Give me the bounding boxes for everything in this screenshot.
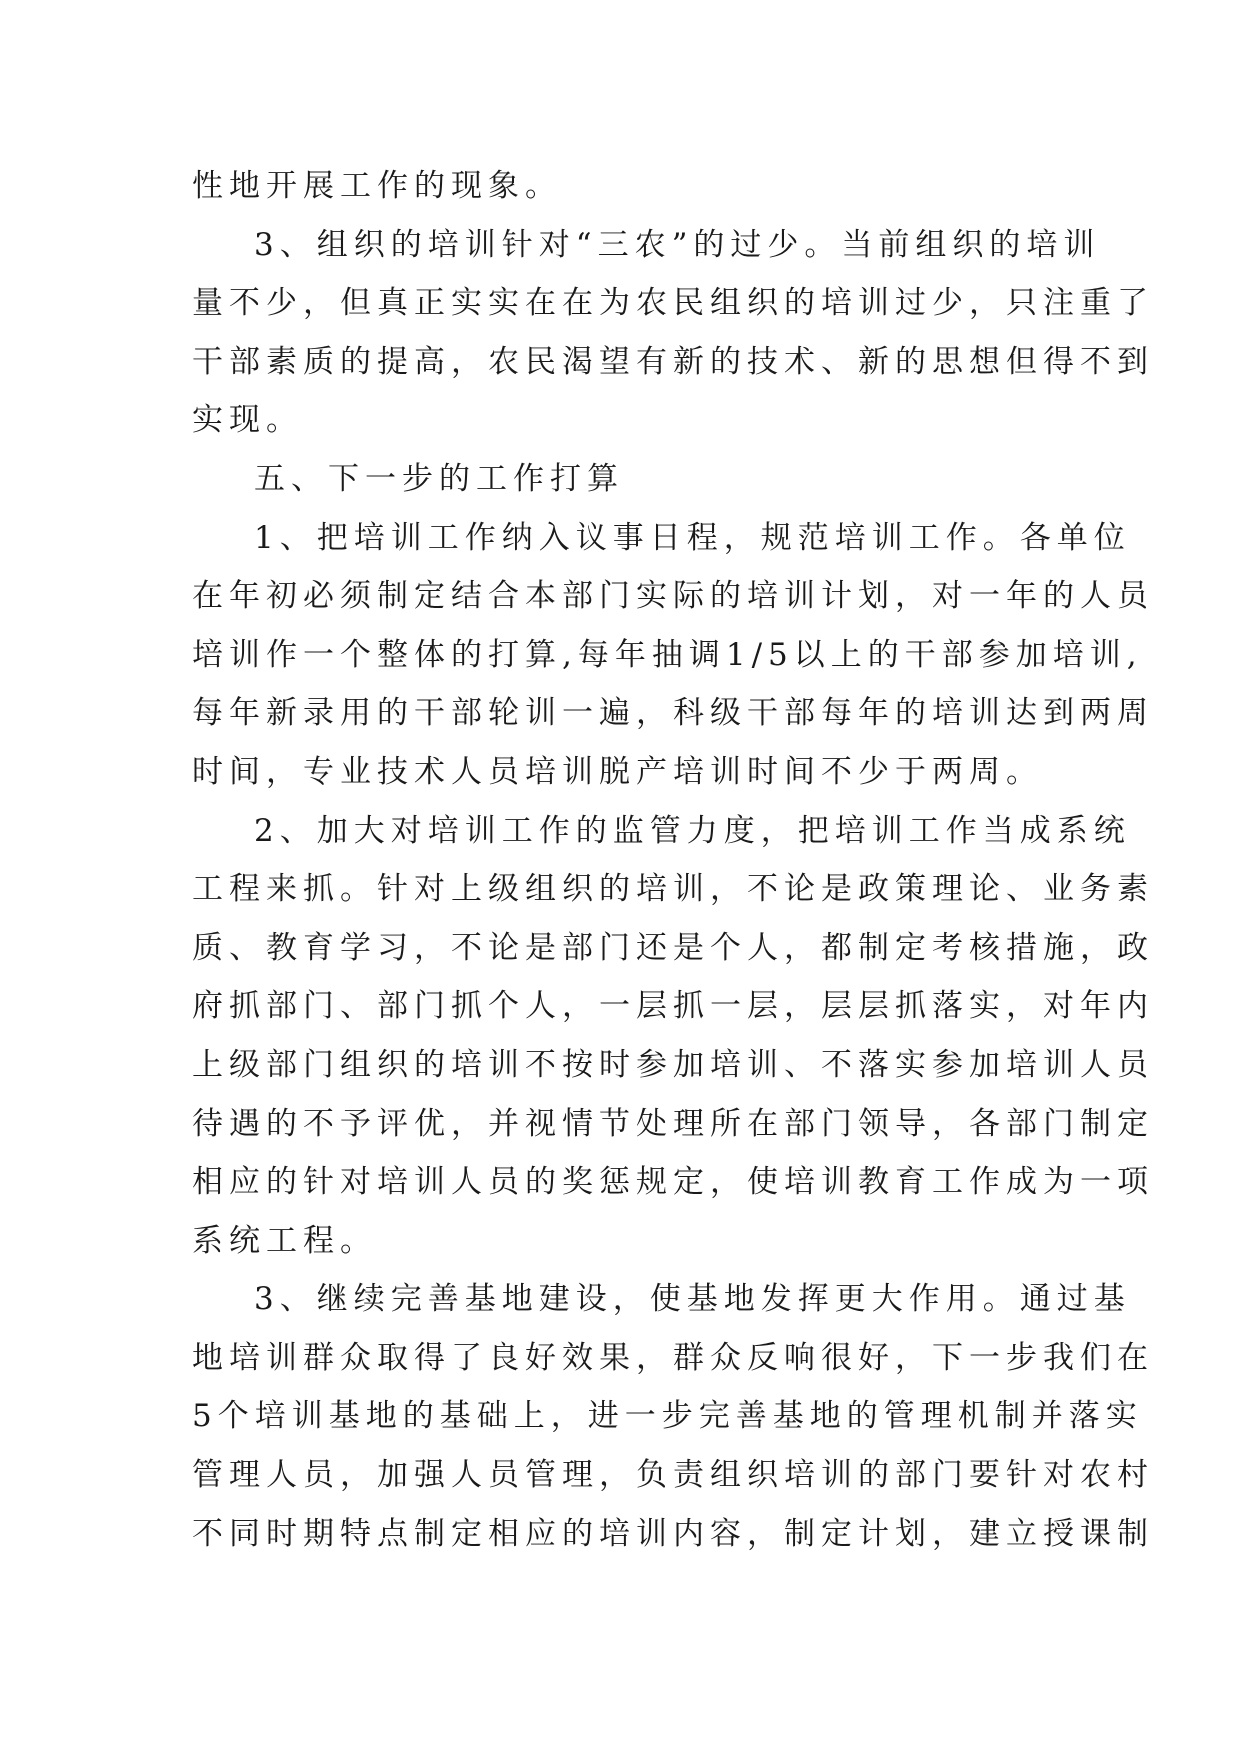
- text-line: 在年初必须制定结合本部门实际的培训计划，对一年的人员: [192, 578, 1154, 615]
- text-line: 每年新录用的干部轮训一遍，科级干部每年的培训达到两周: [192, 695, 1154, 732]
- text-line: 工程来抓。针对上级组织的培训，不论是政策理论、业务素: [192, 871, 1154, 908]
- text-line: 干部素质的提高，农民渴望有新的技术、新的思想但得不到: [192, 343, 1154, 380]
- text-line: 上级部门组织的培训不按时参加培训、不落实参加培训人员: [192, 1046, 1154, 1083]
- text-line: 培训作一个整体的打算,每年抽调1/5以上的干部参加培训,: [192, 636, 1143, 673]
- text-line: 时间，专业技术人员培训脱产培训时间不少于两周。: [192, 753, 1043, 790]
- text-line: 五、下一步的工作打算: [254, 460, 624, 497]
- text-line: 实现。: [192, 402, 303, 439]
- text-line: 质、教育学习，不论是部门还是个人，都制定考核措施，政: [192, 929, 1154, 966]
- text-line: 3、组织的培训针对“三农”的过少。当前组织的培训: [254, 226, 1101, 263]
- text-line: 5个培训基地的基础上，进一步完善基地的管理机制并落实: [192, 1398, 1143, 1435]
- text-line: 管理人员，加强人员管理，负责组织培训的部门要针对农村: [192, 1457, 1154, 1494]
- text-line: 不同时期特点制定相应的培训内容，制定计划，建立授课制: [192, 1515, 1154, 1552]
- text-line: 相应的针对培训人员的奖惩规定，使培训教育工作成为一项: [192, 1164, 1154, 1201]
- text-line: 系统工程。: [192, 1222, 377, 1259]
- text-line: 地培训群众取得了良好效果，群众反响很好，下一步我们在: [192, 1339, 1154, 1376]
- text-line: 3、继续完善基地建设，使基地发挥更大作用。通过基: [254, 1281, 1131, 1318]
- text-line: 性地开展工作的现象。: [192, 168, 562, 204]
- text-line: 待遇的不予评优，并视情节处理所在部门领导，各部门制定: [192, 1105, 1154, 1142]
- text-line: 量不少，但真正实实在在为农民组织的培训过少，只注重了: [192, 285, 1154, 322]
- document-body: [192, 157, 1154, 1563]
- text-line: 1、把培训工作纳入议事日程，规范培训工作。各单位: [254, 519, 1131, 556]
- text-line: 2、加大对培训工作的监管力度，把培训工作当成系统: [254, 812, 1131, 849]
- text-line: 府抓部门、部门抓个人，一层抓一层，层层抓落实，对年内: [192, 988, 1154, 1025]
